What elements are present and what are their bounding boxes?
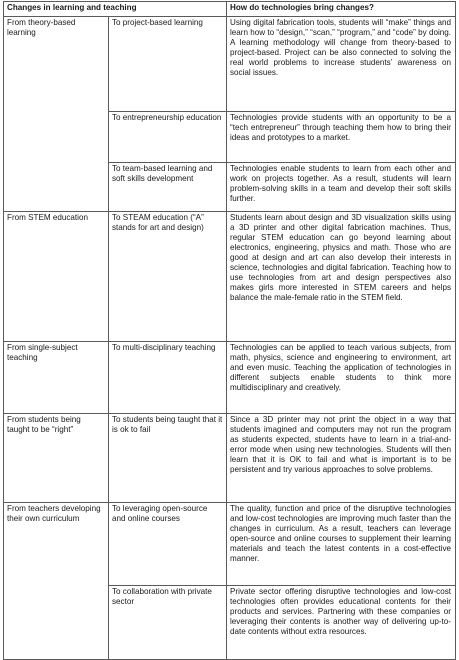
to-cell: To collaboration with private sector: [109, 586, 227, 660]
to-cell: To project-based learning: [109, 17, 227, 112]
desc-cell: Students learn about design and 3D visualization skills using a 3D printer and other digital fabrication machines. Thus, regular STEM education can go beyond learning about electronics, engineering, physics and math. Those who are good at design and art can also develop their interests in science, technologies and digital fabrication. Teaching how to use technologies from art and design perspectives also makes girls more interested in STEM careers and helps balance the male-female ratio in the STEM field.: [227, 212, 456, 342]
desc-cell: Private sector offering disruptive technologies and low-cost technologies often provides educational contents for their products and services. Partnering with these companies or leveraging their contents is another way of delivering up-to-date contents without extra resources.: [227, 586, 456, 660]
from-cell: From theory-based learning: [4, 17, 109, 112]
changes-table: [3, 1, 456, 660]
table-row: [4, 586, 456, 660]
table-header-row: [4, 2, 456, 17]
header-how: How do technologies bring changes?: [227, 2, 456, 17]
from-cell: [4, 112, 109, 163]
to-cell: To leveraging open-source and online courses: [109, 503, 227, 586]
to-cell: To entrepreneurship education: [109, 112, 227, 163]
desc-cell: Since a 3D printer may not print the object in a way that students imagined and computers may not run the program as students expected, students have to learn in a trial-and-error mode when using new technologies. Students will then learn that it is OK to fail and what is important is to be persistent and try various approaches to solve problems.: [227, 414, 456, 503]
table-row: [4, 212, 456, 342]
table-row: [4, 414, 456, 503]
desc-cell: The quality, function and price of the disruptive technologies and low-cost technologies are improving much faster than the changes in curriculum. As a result, teachers can leverage open-source and online courses to supplement their learning materials and teach the latest contents in a cost-effective manner.: [227, 503, 456, 586]
desc-cell: Using digital fabrication tools, students will “make” things and learn how to “design,” “scan,” “program,” and “code” by doing. A learning methodology will change from theory-based to project-based. Project can be also connected to solving the real world problems to increase students’ awareness on social issues.: [227, 17, 456, 112]
table-row: [4, 163, 456, 212]
header-changes: Changes in learning and teaching: [4, 2, 227, 17]
from-cell: From single-subject teaching: [4, 342, 109, 414]
desc-cell: Technologies provide students with an opportunity to be a “tech entrepreneur” through teaching them how to bring their ideas and prototypes to a market.: [227, 112, 456, 163]
to-cell: To STEAM education (“A” stands for art and design): [109, 212, 227, 342]
from-cell: From students being taught to be “right”: [4, 414, 109, 503]
table-row: [4, 342, 456, 414]
to-cell: To team-based learning and soft skills development: [109, 163, 227, 212]
from-cell: From STEM education: [4, 212, 109, 342]
table-row: [4, 17, 456, 112]
from-cell: From teachers developing their own curriculum: [4, 503, 109, 586]
table-row: [4, 112, 456, 163]
desc-cell: Technologies can be applied to teach various subjects, from math, physics, science and engineering to environment, art and even music. Teaching the application of technologies in different subjects enable students to think more multidisciplinary and creatively.: [227, 342, 456, 414]
from-cell: [4, 163, 109, 212]
from-cell: [4, 586, 109, 660]
to-cell: To students being taught that it is ok to fail: [109, 414, 227, 503]
desc-cell: Technologies enable students to learn from each other and work on projects together. As a result, students will learn problem-solving skills in a team and develop their soft skills further.: [227, 163, 456, 212]
to-cell: To multi-disciplinary teaching: [109, 342, 227, 414]
table-row: [4, 503, 456, 586]
